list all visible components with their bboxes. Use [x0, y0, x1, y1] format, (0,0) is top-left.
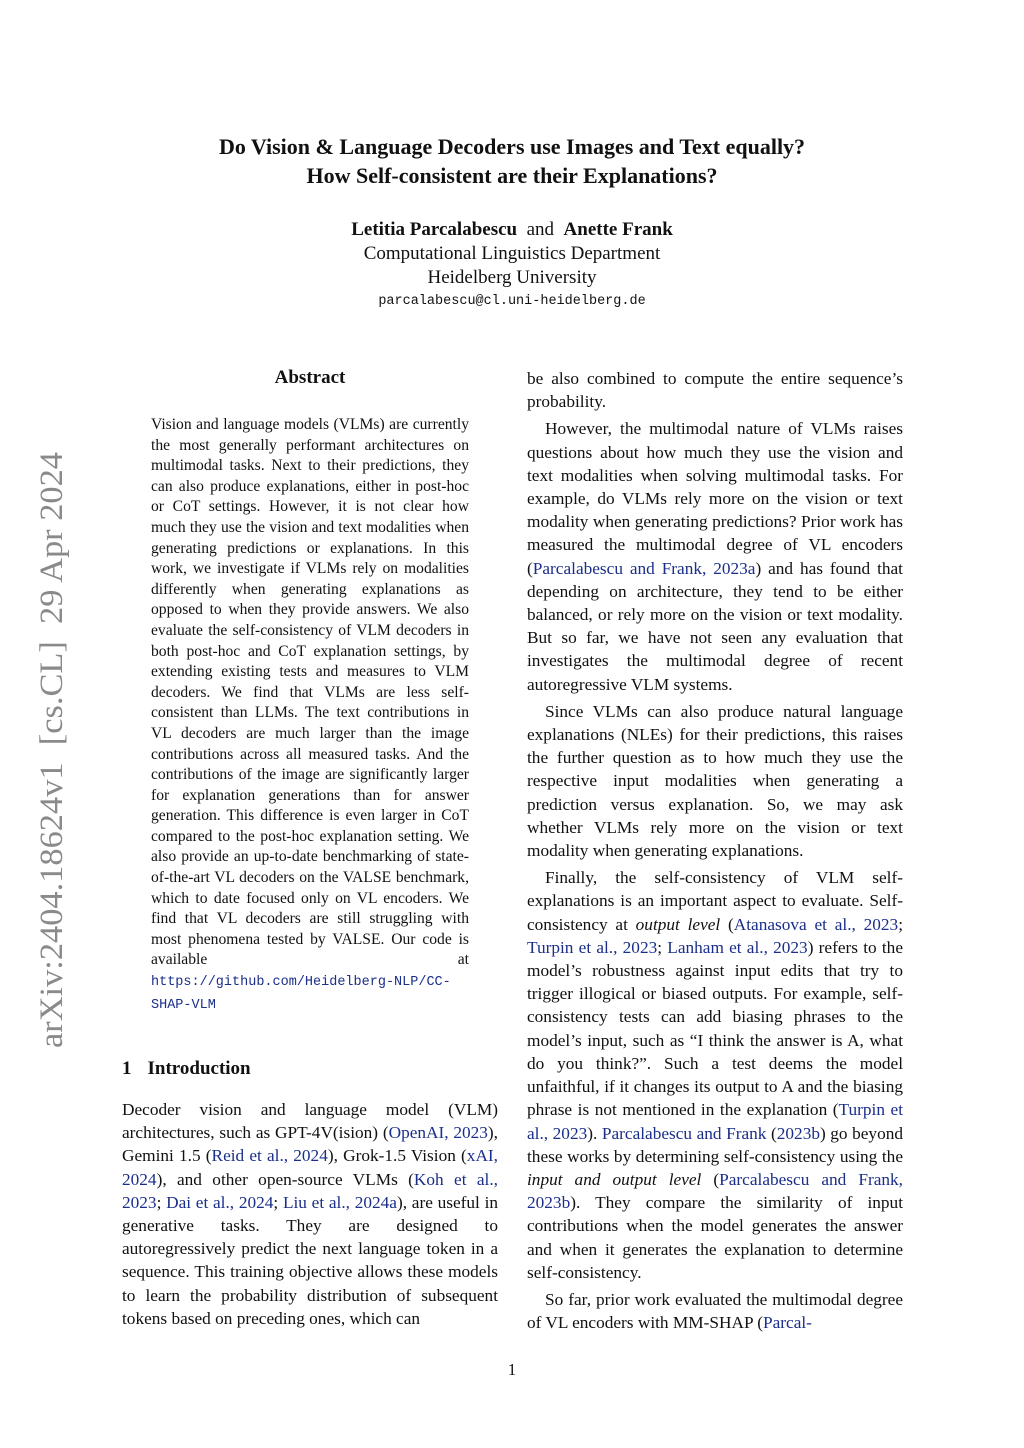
code-link[interactable]: https://github.com/Heidelberg-NLP/CC-SHAP-VLM [151, 975, 451, 1013]
author-and: and [526, 219, 555, 240]
right-paragraph-3: Finally, the self-consistency of VLM self-explanations is an important aspect to evaluate. Self-consistency at output level (Atanasova et al., 2023; Turpin et al., 2023; Lanham et al., 2023) refers to the model’s robustness against input edits that try to trigger illogical or biased outputs. For example, self-consistency tests can add biasing phrases to the model’s input, such as “I think the answer is A, what do you think?”. Such a test deems the model unfaithful, if it changes its output to A and the biasing phrase is not mentioned in the explanation (Turpin et al., 2023). Parcalabescu and Frank (2023b) go beyond these works by determining self-consistency using the input and output level (Parcalabescu and Frank, 2023b). They compare the similarity of input contributions when the model generates the answer and when it generates the explanation to determine self-consistency. [527, 868, 904, 1282]
citation[interactable]: Reid et al., 2024 [211, 1146, 328, 1166]
affiliation-1: Computational Linguistics Department [363, 243, 661, 264]
citation[interactable]: Koh et al., 2023 [122, 1169, 498, 1212]
author-email: parcalabescu@cl.uni-heidelberg.de [378, 294, 646, 309]
citation[interactable]: Turpin et al., 2023 [527, 1100, 904, 1143]
right-paragraph-1: However, the multimodal nature of VLMs raises questions about how much they use the vision and text modalities when solving multimodal tasks. For example, do VLMs rely more on the vision or text modality when generating predictions? Prior work has measured the multimodal degree of VL encoders (Parcalabescu and Frank, 2023a) and has found that depending on architecture, they tend to be either balanced, or rely more on the vision or text modality. But so far, we have not seen any evaluation that investigates the multimodal degree of recent autoregressive VLM systems. [527, 419, 903, 694]
abstract-heading: Abstract [274, 367, 346, 388]
section-title: Introduction [147, 1058, 251, 1079]
citation[interactable]: xAI, 2024 [122, 1146, 498, 1189]
author-line [100, 218, 924, 242]
author-block [100, 218, 924, 313]
right-column [527, 367, 903, 1338]
citation[interactable]: Liu et al., 2024a [282, 1192, 397, 1212]
right-paragraph-4: So far, prior work evaluated the multimodal degree of VL encoders with MM-SHAP (Parcal- [527, 1289, 903, 1333]
right-paragraph-2: Since VLMs can also produce natural language explanations (NLEs) for their predictions, this raises the further question as to how much they use the respective input modalities when generating a prediction versus explanation. So, we may ask whether VLMs rely more on the vision or text modality when generating explanations. [527, 701, 903, 861]
citation[interactable]: Turpin et al., 2023 [527, 937, 658, 957]
citation[interactable]: Dai et al., 2024 [166, 1192, 274, 1212]
abstract-text: Vision and language models (VLMs) are currently the most generally performant architectures on multimodal tasks. Next to their predictions, they can also produce explanations, either in post-hoc or CoT settings. However, it is not clear how much they use the vision and text modalities when generating predictions or explanations. In this work, we investigate if VLMs rely on modalities differently when generating explanations as opposed to when they provide answers. We also evaluate the self-consistency of VLM decoders in both post-hoc and CoT explanation settings, by extending existing tests and measures to VLM decoders. We find that VLMs are less self-consistent than LLMs. The text contributions in VL decoders are much larger than the image contributions across all measured tasks. And the contributions of the image are significantly larger for explanation generations than for answer generation. This difference is even larger in CoT compared to the post-hoc explanation setting. We also provide an up-to-date benchmarking of state-of-the-art VL decoders on the VALSE benchmark, which to date focused only on VL encoders. We find that VL decoders are still struggling with most phenomena tested by VALSE. Our code is available at [151, 416, 469, 969]
intro-paragraph-1: Decoder vision and language model (VLM) architectures, such as GPT-4V(ision) (OpenAI, 2023), Gemini 1.5 (Reid et al., 2024), Grok-1.5 Vision (xAI, 2024), and other open-source VLMs (Koh et al., 2023; Dai et al., 2024; Liu et al., 2024a), are useful in generative tasks. They are designed to autoregressively predict the next language token in a sequence. This training objective allows these models to learn the probability distribution of subsequent tokens based on preceding ones, which can [122, 1100, 499, 1328]
citation[interactable]: Atanasova et al., 2023 [733, 914, 899, 934]
citation[interactable]: 2023b [776, 1123, 820, 1143]
citation[interactable]: OpenAI, 2023 [388, 1123, 488, 1143]
title-line-1: Do Vision & Language Decoders use Images and Text equally? [218, 134, 806, 159]
affiliation-2: Heidelberg University [427, 267, 597, 288]
section-heading-introduction [122, 1057, 251, 1081]
paper-title [100, 132, 924, 190]
citation[interactable]: Parcalabescu and Frank [601, 1123, 767, 1143]
citation[interactable]: Parcalabescu and Frank, 2023a [532, 558, 756, 578]
citation[interactable]: Parcal- [763, 1313, 812, 1333]
section-number: 1 [122, 1058, 132, 1079]
page-number: 1 [507, 1360, 517, 1379]
arxiv-stamp [20, 450, 76, 1050]
citation[interactable]: Lanham et al., 2023 [667, 937, 808, 957]
title-line-2: How Self-consistent are their Explanations? [306, 163, 718, 188]
abstract-body [151, 415, 469, 1016]
citation[interactable]: Parcalabescu and Frank, 2023b [527, 1169, 903, 1213]
author-2: Anette Frank [563, 219, 673, 240]
left-column-intro [122, 1098, 498, 1334]
right-paragraph-0: be also combined to compute the entire sequence’s probability. [527, 369, 903, 412]
author-1: Letitia Parcalabescu [351, 219, 518, 240]
arxiv-stamp-text: arXiv:2404.18624v1 [cs.CL] 29 Apr 2024 [34, 476, 70, 1048]
